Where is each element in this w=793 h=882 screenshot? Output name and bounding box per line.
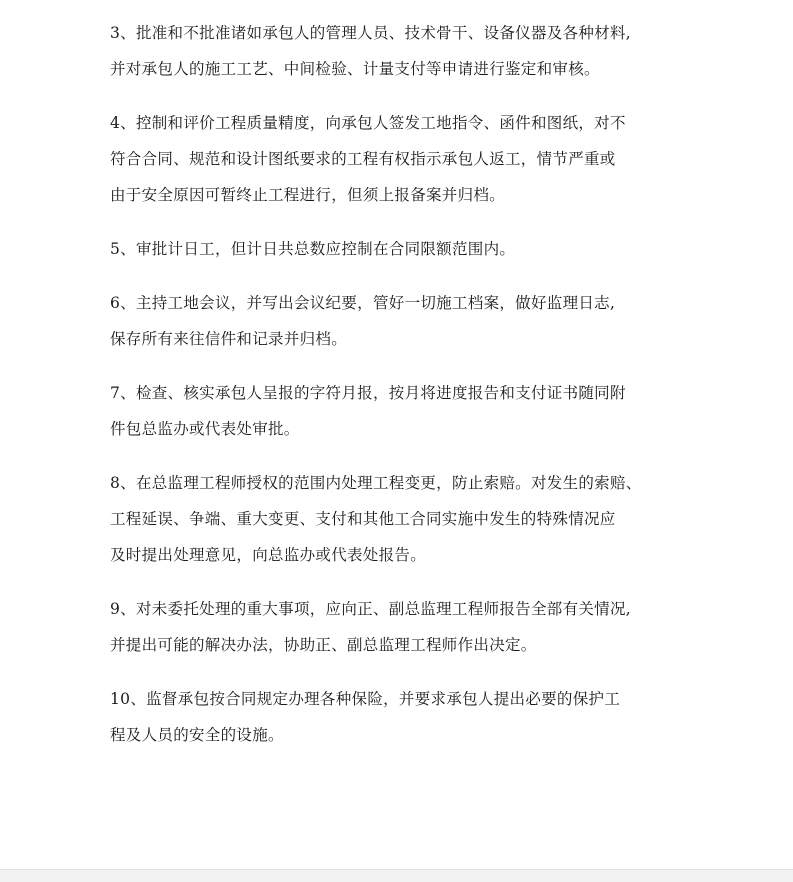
text-line: 7、检查、核实承包人呈报的字符月报，按月将进度报告和支付证书随同附: [110, 384, 626, 402]
text-line: 件包总监办或代表处审批。: [110, 420, 300, 438]
paragraph-item-6: [110, 285, 690, 357]
text-line: 保存所有来往信件和记录并归档。: [110, 330, 348, 348]
paragraph-item-8: [110, 465, 690, 573]
paragraph-item-3: [110, 15, 690, 87]
text-line: 并对承包人的施工工艺、中间检验、计量支付等申请进行鉴定和审核。: [110, 60, 600, 78]
text-line: 并提出可能的解决办法，协助正、副总监理工程师作出决定。: [110, 636, 537, 654]
text-line: 由于安全原因可暂终止工程进行，但须上报备案并归档。: [110, 186, 506, 204]
paragraph-item-5: [110, 231, 690, 267]
text-line: 及时提出处理意见，向总监办或代表处报告。: [110, 546, 427, 564]
text-line: 符合合同、规范和设计图纸要求的工程有权指示承包人返工，情节严重或: [110, 150, 616, 168]
paragraph-item-4: [110, 105, 690, 213]
document-body: [110, 15, 690, 771]
text-line: 10、监督承包按合同规定办理各种保险，并要求承包人提出必要的保护工: [110, 690, 621, 708]
text-line: 4、控制和评价工程质量精度，向承包人签发工地指令、函件和图纸，对不: [110, 114, 626, 132]
paragraph-item-9: [110, 591, 690, 663]
text-line: 工程延误、争端、重大变更、支付和其他工合同实施中发生的特殊情况应: [110, 510, 616, 528]
text-line: 6、主持工地会议，并写出会议纪要，管好一切施工档案，做好监理日志,: [110, 294, 616, 312]
text-line: 9、对未委托处理的重大事项，应向正、副总监理工程师报告全部有关情况,: [110, 600, 631, 618]
page-bottom-edge: [0, 869, 793, 882]
text-line: 5、审批计日工，但计日共总数应控制在合同限额范围内。: [110, 240, 516, 258]
text-line: 8、在总监理工程师授权的范围内处理工程变更，防止索赔。对发生的索赔、: [110, 474, 642, 492]
paragraph-item-10: [110, 681, 690, 753]
paragraph-item-7: [110, 375, 690, 447]
text-line: 3、批准和不批准诸如承包人的管理人员、技术骨干、设备仪器及各种材料,: [110, 24, 631, 42]
text-line: 程及人员的安全的设施。: [110, 726, 284, 744]
